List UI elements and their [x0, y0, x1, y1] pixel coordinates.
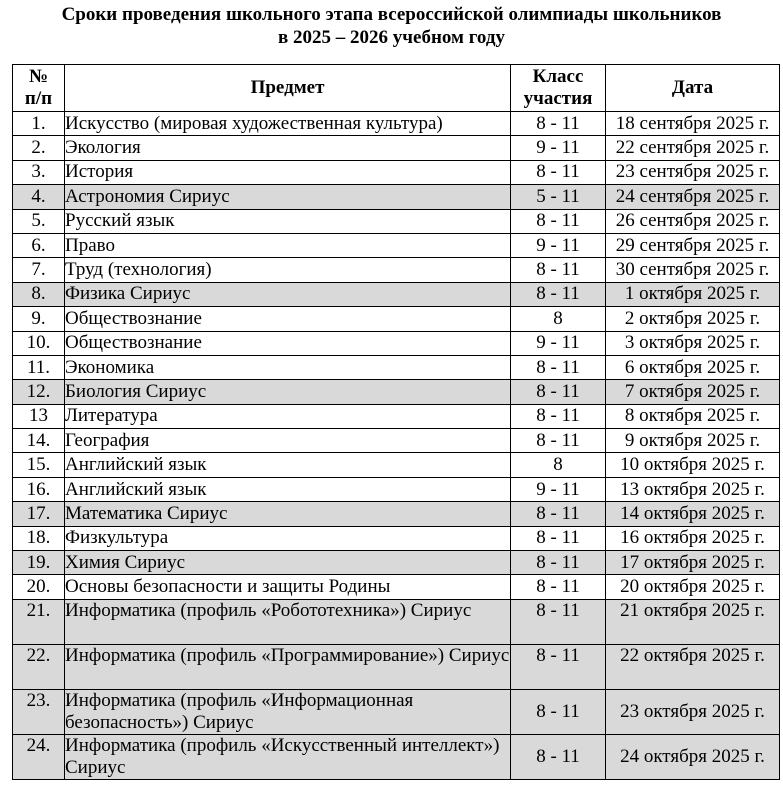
row-date: 1 октября 2025 г. [606, 282, 780, 306]
row-date: 6 октября 2025 г. [606, 355, 780, 379]
row-date: 16 октября 2025 г. [606, 526, 780, 550]
row-subject: Биология Сириус [65, 380, 511, 404]
row-number: 12. [13, 380, 65, 404]
row-date: 10 октября 2025 г. [606, 453, 780, 477]
row-class: 8 - 11 [511, 112, 606, 136]
table-row [13, 526, 780, 550]
row-date: 30 сентября 2025 г. [606, 258, 780, 282]
table-row [13, 502, 780, 526]
row-subject: Искусство (мировая художественная культура) [65, 112, 511, 136]
table-row [13, 551, 780, 575]
table-row [13, 477, 780, 501]
row-number: 5. [13, 209, 65, 233]
row-subject: Литература [65, 404, 511, 428]
row-class: 8 - 11 [511, 209, 606, 233]
table-row [13, 355, 780, 379]
table-body [13, 112, 780, 780]
row-class: 8 - 11 [511, 526, 606, 550]
olympiad-schedule-table [12, 64, 780, 780]
row-subject: Информатика (профиль «Информационная безопасность») Сириус [65, 689, 511, 734]
table-row [13, 599, 780, 644]
row-date: 26 сентября 2025 г. [606, 209, 780, 233]
row-date: 14 октября 2025 г. [606, 502, 780, 526]
row-date: 18 сентября 2025 г. [606, 112, 780, 136]
row-subject: Химия Сириус [65, 551, 511, 575]
row-class: 9 - 11 [511, 477, 606, 501]
row-number: 14. [13, 429, 65, 453]
row-class: 8 - 11 [511, 551, 606, 575]
header-class-line-1: Класс [532, 66, 584, 87]
row-number: 15. [13, 453, 65, 477]
row-subject: Информатика (профиль «Искусственный интеллект») Сириус [65, 734, 511, 779]
row-date: 22 сентября 2025 г. [606, 136, 780, 160]
row-date: 24 октября 2025 г. [606, 734, 780, 779]
table-row [13, 575, 780, 599]
row-subject: Основы безопасности и защиты Родины [65, 575, 511, 599]
row-date: 21 октября 2025 г. [606, 599, 780, 644]
row-date: 23 сентября 2025 г. [606, 160, 780, 184]
row-subject: Информатика (профиль «Программирование») Сириус [65, 644, 511, 689]
row-class: 9 - 11 [511, 331, 606, 355]
table-row [13, 160, 780, 184]
row-class: 8 - 11 [511, 355, 606, 379]
row-number: 3. [13, 160, 65, 184]
header-class [511, 65, 606, 112]
row-subject: Обществознание [65, 307, 511, 331]
table-row [13, 404, 780, 428]
table-row [13, 258, 780, 282]
row-number: 20. [13, 575, 65, 599]
row-subject: Экономика [65, 355, 511, 379]
row-number: 13 [13, 404, 65, 428]
row-date: 20 октября 2025 г. [606, 575, 780, 599]
row-class: 8 - 11 [511, 644, 606, 689]
row-date: 7 октября 2025 г. [606, 380, 780, 404]
row-number: 19. [13, 551, 65, 575]
row-number: 7. [13, 258, 65, 282]
row-number: 22. [13, 644, 65, 689]
table-row [13, 429, 780, 453]
header-number-line-2: п/п [24, 88, 53, 109]
row-class: 9 - 11 [511, 233, 606, 257]
row-number: 4. [13, 185, 65, 209]
row-date: 13 октября 2025 г. [606, 477, 780, 501]
row-date: 9 октября 2025 г. [606, 429, 780, 453]
row-number: 16. [13, 477, 65, 501]
row-subject: Английский язык [65, 477, 511, 501]
row-date: 23 октября 2025 г. [606, 689, 780, 734]
row-class: 8 - 11 [511, 404, 606, 428]
row-number: 24. [13, 734, 65, 779]
table-row [13, 233, 780, 257]
row-subject: Информатика (профиль «Робототехника») Сириус [65, 599, 511, 644]
row-number: 23. [13, 689, 65, 734]
header-number-line-1: № [28, 66, 49, 87]
row-number: 2. [13, 136, 65, 160]
row-class: 8 - 11 [511, 282, 606, 306]
row-number: 1. [13, 112, 65, 136]
table-row [13, 380, 780, 404]
row-class: 8 - 11 [511, 380, 606, 404]
row-subject: Труд (технология) [65, 258, 511, 282]
row-class: 8 - 11 [511, 160, 606, 184]
row-subject: Физкультура [65, 526, 511, 550]
row-date: 22 октября 2025 г. [606, 644, 780, 689]
table-row [13, 644, 780, 689]
row-date: 17 октября 2025 г. [606, 551, 780, 575]
table-header-row [13, 65, 780, 112]
header-subject: Предмет [65, 65, 511, 112]
row-subject: Физика Сириус [65, 282, 511, 306]
row-subject: Астрономия Сириус [65, 185, 511, 209]
row-class: 8 - 11 [511, 575, 606, 599]
row-number: 6. [13, 233, 65, 257]
row-class: 8 [511, 307, 606, 331]
table-row [13, 136, 780, 160]
row-date: 29 сентября 2025 г. [606, 233, 780, 257]
row-class: 8 - 11 [511, 258, 606, 282]
row-date: 2 октября 2025 г. [606, 307, 780, 331]
title-line-2: в 2025 – 2026 учебном году [278, 27, 505, 48]
row-date: 3 октября 2025 г. [606, 331, 780, 355]
row-subject: Математика Сириус [65, 502, 511, 526]
row-subject: История [65, 160, 511, 184]
row-number: 18. [13, 526, 65, 550]
page-title [0, 3, 783, 49]
row-class: 8 - 11 [511, 689, 606, 734]
table-row [13, 453, 780, 477]
row-class: 8 - 11 [511, 734, 606, 779]
row-number: 8. [13, 282, 65, 306]
row-class: 9 - 11 [511, 136, 606, 160]
title-line-1: Сроки проведения школьного этапа всероссийской олимпиады школьников [61, 4, 722, 25]
row-class: 8 - 11 [511, 429, 606, 453]
row-number: 10. [13, 331, 65, 355]
row-subject: Английский язык [65, 453, 511, 477]
row-number: 21. [13, 599, 65, 644]
row-number: 11. [13, 355, 65, 379]
row-class: 8 - 11 [511, 599, 606, 644]
header-number [13, 65, 65, 112]
row-subject: Русский язык [65, 209, 511, 233]
table-row [13, 331, 780, 355]
table-row [13, 185, 780, 209]
row-subject: Обществознание [65, 331, 511, 355]
table-row [13, 734, 780, 779]
row-class: 8 - 11 [511, 502, 606, 526]
row-date: 24 сентября 2025 г. [606, 185, 780, 209]
table-row [13, 209, 780, 233]
row-subject: Экология [65, 136, 511, 160]
row-subject: География [65, 429, 511, 453]
row-class: 8 [511, 453, 606, 477]
table-row [13, 307, 780, 331]
table-row [13, 112, 780, 136]
header-class-line-2: участия [523, 88, 593, 109]
row-number: 17. [13, 502, 65, 526]
table-row [13, 282, 780, 306]
row-number: 9. [13, 307, 65, 331]
table-row [13, 689, 780, 734]
row-date: 8 октября 2025 г. [606, 404, 780, 428]
header-date: Дата [606, 65, 780, 112]
row-class: 5 - 11 [511, 185, 606, 209]
row-subject: Право [65, 233, 511, 257]
